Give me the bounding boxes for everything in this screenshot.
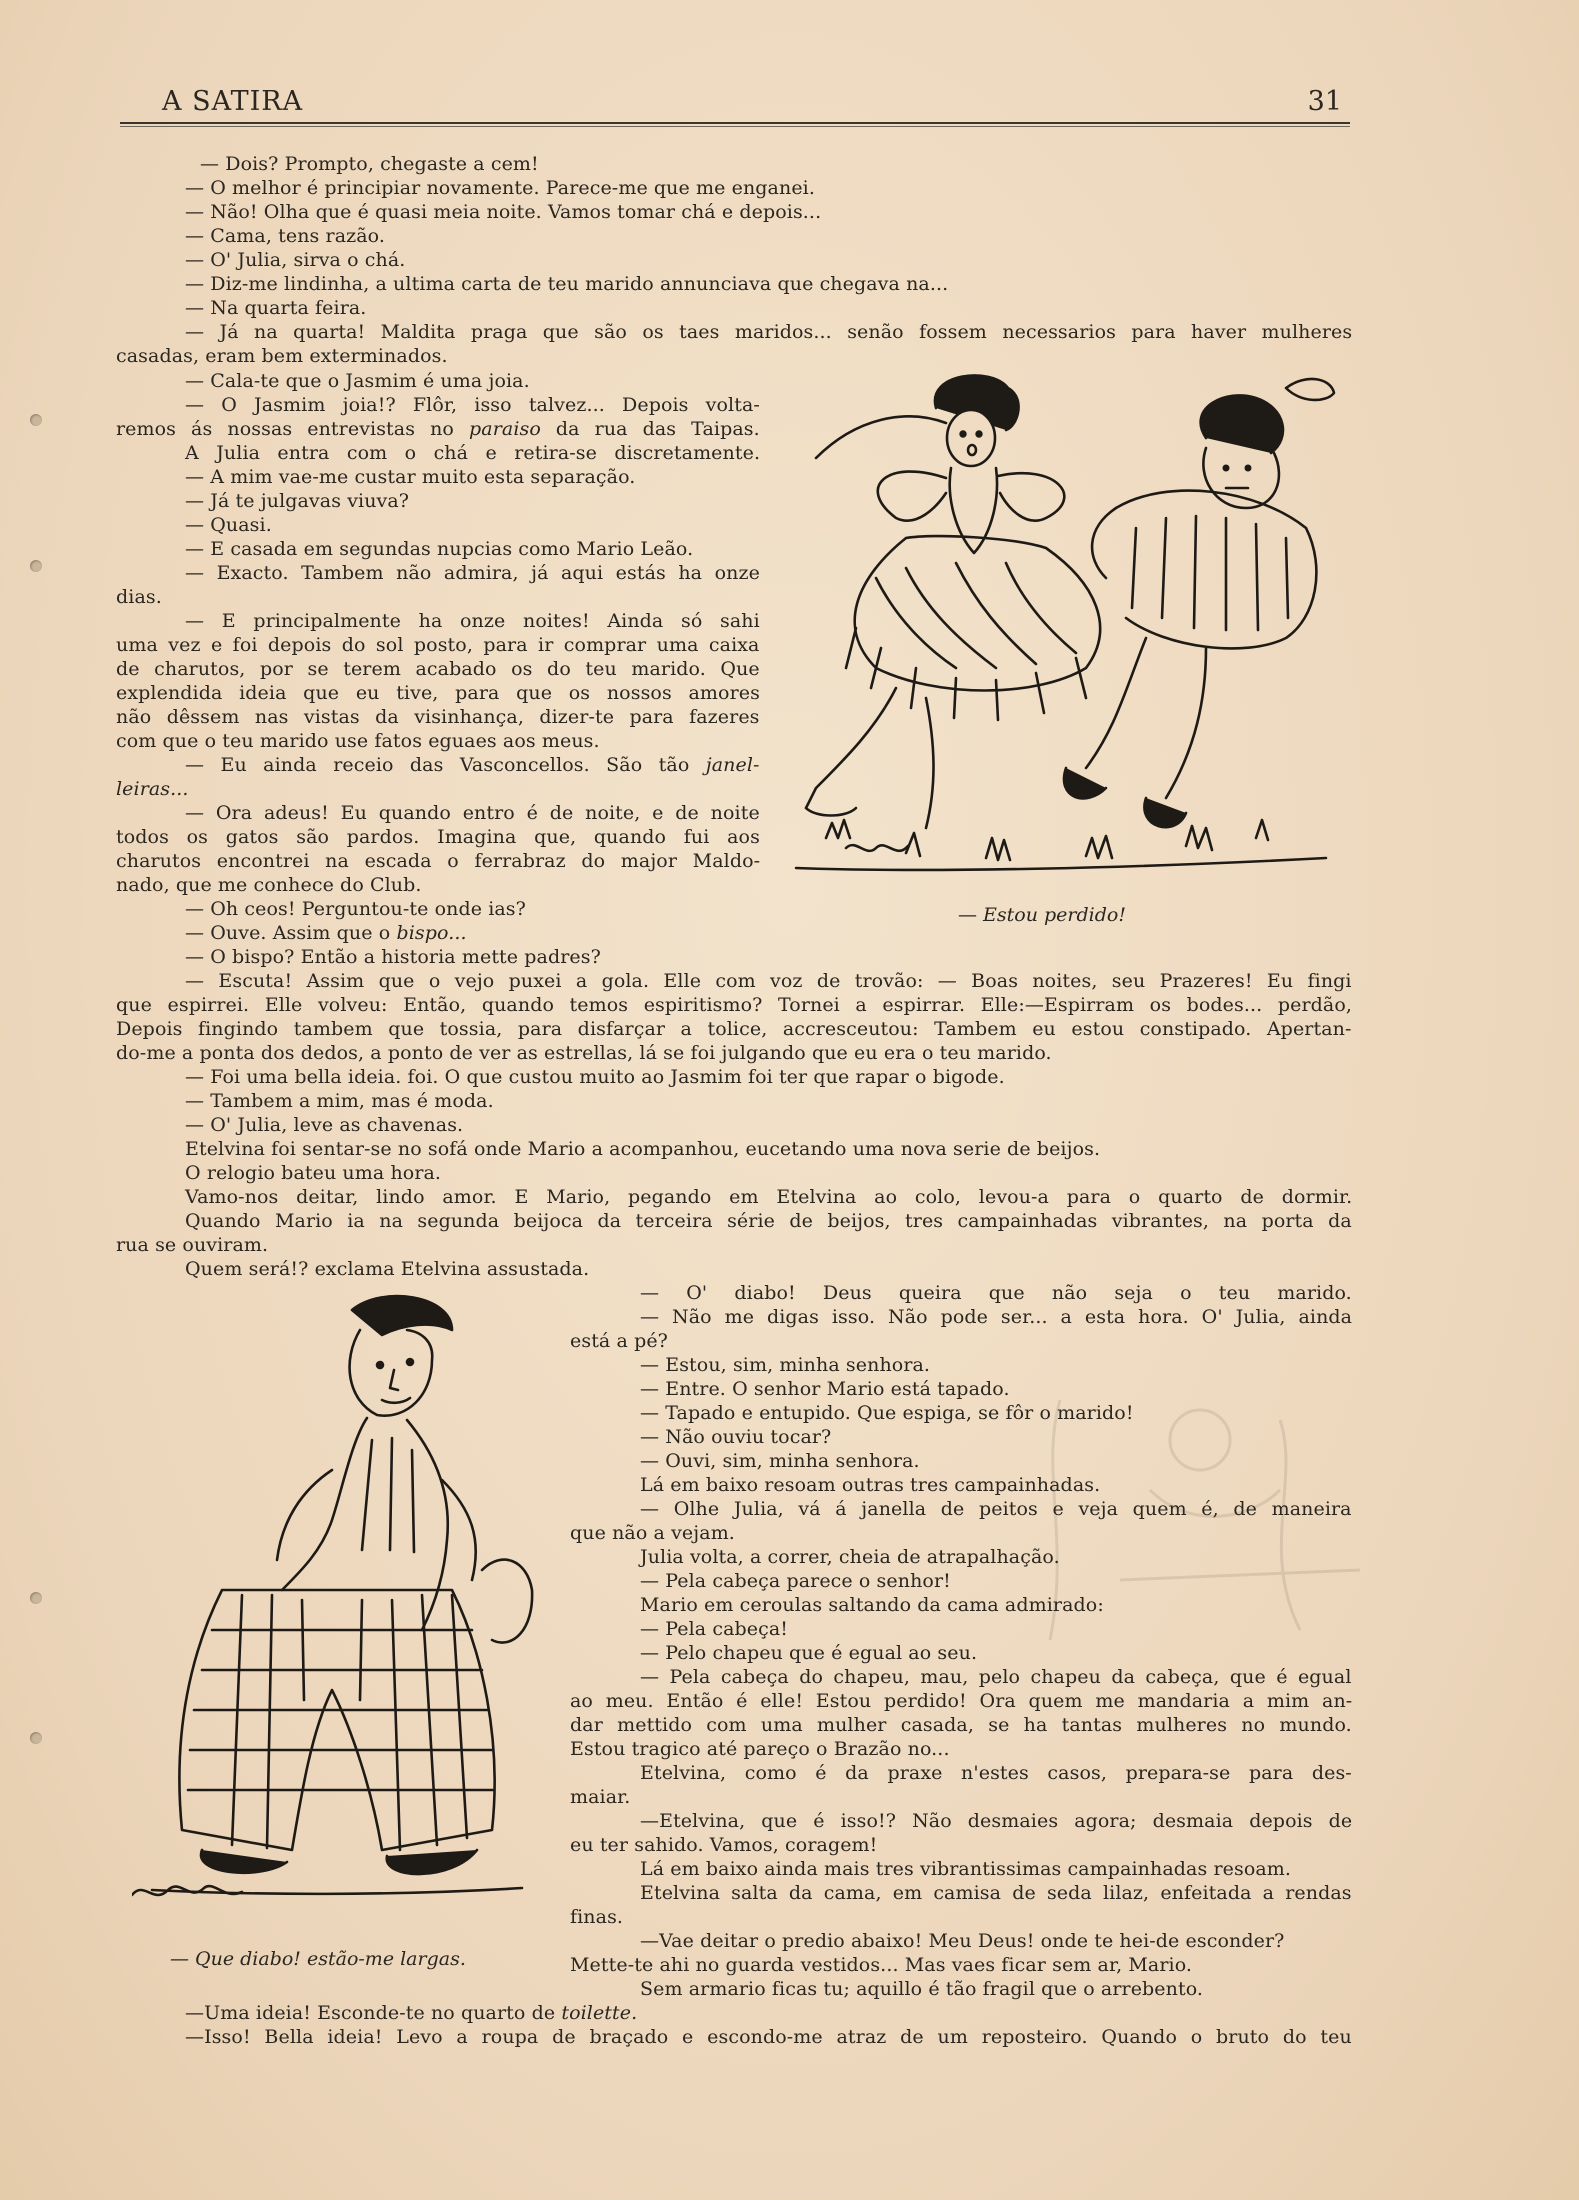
text-line: Sem armario ficas tu; aquillo é tão fragil que o arrebento. <box>640 1978 1204 2000</box>
dancer-and-man-illustration <box>786 368 1342 888</box>
text-line: com que o teu marido use fatos eguaes aos meus. <box>116 730 600 752</box>
binder-hole <box>30 1732 42 1744</box>
text-line: Estou tragico até pareço o Brazão no... <box>570 1738 950 1760</box>
text-line: — Tapado e entupido. Que espiga, se fôr o marido! <box>640 1402 1134 1424</box>
man-in-loose-trousers-illustration <box>132 1290 542 1930</box>
text-line: — Pelo chapeu que é egual ao seu. <box>640 1642 978 1664</box>
text-line: —Etelvina, que é isso!? Não desmaies agora; desmaia depois de <box>640 1810 1353 1832</box>
text-line: — O' Julia, sirva o chá. <box>185 249 406 271</box>
text-line: eu ter sahido. Vamos, coragem! <box>570 1834 878 1856</box>
text-line: não dêssem nas vistas da visinhança, dizer-te para fazeres <box>116 706 760 728</box>
text-line: — Não ouviu tocar? <box>640 1426 832 1448</box>
text-line: — Olhe Julia, vá á janella de peitos e veja quem é, de maneira <box>640 1498 1352 1520</box>
header-rule <box>120 122 1350 124</box>
text-line: — Exacto. Tambem não admira, já aqui estás ha onze <box>185 562 760 584</box>
text-line: uma vez e foi depois do sol posto, para ir comprar uma caixa <box>116 634 760 656</box>
text-line: charutos encontrei na escada o ferrabraz do major Maldo- <box>116 850 761 872</box>
page-header <box>160 86 1350 120</box>
text-line: — Já na quarta! Maldita praga que são os taes maridos... senão fossem necessarios para haver mulheres <box>185 321 1353 343</box>
text-line: — E casada em segundas nupcias como Mario Leão. <box>185 538 694 560</box>
text-line: Vamo-nos deitar, lindo amor. E Mario, pegando em Etelvina ao colo, levou-a para o quarto de dormir. <box>185 1186 1353 1208</box>
text-line: remos ás nossas entrevistas no paraiso da rua das Taipas. <box>116 418 760 440</box>
text-line: rua se ouviram. <box>116 1234 269 1256</box>
text-line: — O bispo? Então a historia mette padres? <box>185 946 601 968</box>
text-line: — A mim vae-me custar muito esta separação. <box>185 466 636 488</box>
text-line: Mario em ceroulas saltando da cama admirado: <box>640 1594 1104 1616</box>
text-line: Julia volta, a correr, cheia de atrapalhação. <box>640 1546 1060 1568</box>
text-line: — Pela cabeça parece o senhor! <box>640 1570 951 1592</box>
text-line: — Dois? Prompto, chegaste a cem! <box>200 153 539 175</box>
text-line: finas. <box>570 1906 624 1928</box>
text-line: A Julia entra com o chá e retira-se discretamente. <box>185 442 761 464</box>
text-line: — Pela cabeça! <box>640 1618 789 1640</box>
text-line: ao meu. Então é elle! Estou perdido! Ora quem me mandaria a mim an- <box>570 1690 1353 1712</box>
text-line: — Oh ceos! Perguntou-te onde ias? <box>185 898 526 920</box>
text-line: explendida ideia que eu tive, para que os nossos amores <box>116 682 760 704</box>
text-line: — Eu ainda receio das Vasconcellos. São tão janel- <box>185 754 760 776</box>
text-line: está a pé? <box>570 1330 668 1352</box>
page-number: 31 <box>1307 86 1342 117</box>
text-line: Lá em baixo ainda mais tres vibrantissimas campainhadas resoam. <box>640 1858 1292 1880</box>
binder-hole <box>30 1592 42 1604</box>
text-line: — O melhor é principiar novamente. Parece-me que me enganei. <box>185 177 815 199</box>
text-line: que espirrei. Elle volveu: Então, quando temos espiritismo? Tornei a espirrar. Elle:—Espirram os bodes... perdão, <box>116 994 1353 1016</box>
text-line: leiras... <box>116 778 189 800</box>
text-line: — Ouve. Assim que o bispo... <box>185 922 467 944</box>
text-line: Etelvina foi sentar-se no sofá onde Mario a acompanhou, eucetando uma nova serie de beijos. <box>185 1138 1101 1160</box>
text-line: — Ora adeus! Eu quando entro é de noite, e de noite <box>185 802 760 824</box>
text-line: — Foi uma bella ideia. foi. O que custou muito ao Jasmim foi ter que rapar o bigode. <box>185 1066 1005 1088</box>
header-rule-thin <box>120 126 1350 127</box>
text-line: dar mettido com uma mulher casada, se ha tantas mulheres no mundo. <box>570 1714 1352 1736</box>
text-line: — Estou, sim, minha senhora. <box>640 1354 931 1376</box>
text-line: nado, que me conhece do Club. <box>116 874 422 896</box>
text-line: — Já te julgavas viuva? <box>185 490 410 512</box>
text-line: — E principalmente ha onze noites! Ainda só sahi <box>185 610 760 632</box>
text-line: todos os gatos são pardos. Imagina que, quando fui aos <box>116 826 760 848</box>
text-line: casadas, eram bem exterminados. <box>116 345 448 367</box>
text-line: maiar. <box>570 1786 631 1808</box>
text-line: — Tambem a mim, mas é moda. <box>185 1090 494 1112</box>
text-line: Depois fingindo tambem que tossia, para disfarçar a tolice, accresceutou: Tambem eu estou constipado. Apertan- <box>116 1018 1352 1040</box>
magazine-title: A SATIRA <box>162 86 304 117</box>
text-line: — Ouvi, sim, minha senhora. <box>640 1450 920 1472</box>
text-line: dias. <box>116 586 162 608</box>
text-line: — Cala-te que o Jasmim é uma joia. <box>185 370 530 392</box>
text-line: — Diz-me lindinha, a ultima carta de teu marido annunciava que chegava na... <box>185 273 949 295</box>
text-line: O relogio bateu uma hora. <box>185 1162 442 1184</box>
caption-estou-perdido: — Estou perdido! <box>958 904 1126 926</box>
text-line: Mette-te ahi no guarda vestidos... Mas vaes ficar sem ar, Mario. <box>570 1954 1193 1976</box>
binder-hole <box>30 414 42 426</box>
text-line: — O Jasmim joia!? Flôr, isso talvez... Depois volta- <box>185 394 760 416</box>
text-line: — Quasi. <box>185 514 272 536</box>
text-line: —Uma ideia! Esconde-te no quarto de toilette. <box>185 2002 638 2024</box>
text-line: — O' diabo! Deus queira que não seja o teu marido. <box>640 1282 1352 1304</box>
text-line: que não a vejam. <box>570 1522 735 1544</box>
text-line: Etelvina salta da cama, em camisa de seda lilaz, enfeitada a rendas <box>640 1882 1352 1904</box>
text-line: — Não me digas isso. Não pode ser... a esta hora. O' Julia, ainda <box>640 1306 1353 1328</box>
text-line: Lá em baixo resoam outras tres campainhadas. <box>640 1474 1101 1496</box>
text-line: — Não! Olha que é quasi meia noite. Vamos tomar chá e depois... <box>185 201 822 223</box>
text-line: — Escuta! Assim que o vejo puxei a gola. Elle com voz de trovão: — Boas noites, seu Prazeres! Eu fingi <box>185 970 1352 992</box>
caption-que-diabo: — Que diabo! estão-me largas. <box>170 1948 466 1970</box>
text-line: de charutos, por se terem acabado os do teu marido. Que <box>116 658 760 680</box>
text-line: Quem será!? exclama Etelvina assustada. <box>185 1258 590 1280</box>
text-line: — Pela cabeça do chapeu, mau, pelo chapeu da cabeça, que é egual <box>640 1666 1352 1688</box>
text-line: do-me a ponta dos dedos, a ponto de ver as estrellas, lá se foi julgando que eu era o teu marido. <box>116 1042 1052 1064</box>
text-line: — Na quarta feira. <box>185 297 367 319</box>
text-line: Quando Mario ia na segunda beijoca da terceira série de beijos, tres campainhadas vibrantes, na porta da <box>185 1210 1352 1232</box>
text-line: —Isso! Bella ideia! Levo a roupa de braçado e escondo-me atraz de um reposteiro. Quando o bruto do teu <box>185 2026 1352 2048</box>
text-line: —Vae deitar o predio abaixo! Meu Deus! onde te hei-de esconder? <box>640 1930 1285 1952</box>
text-line: — Entre. O senhor Mario está tapado. <box>640 1378 1010 1400</box>
binder-hole <box>30 560 42 572</box>
text-line: — O' Julia, leve as chavenas. <box>185 1114 464 1136</box>
text-line: Etelvina, como é da praxe n'estes casos, prepara-se para des- <box>640 1762 1352 1784</box>
text-line: — Cama, tens razão. <box>185 225 386 247</box>
